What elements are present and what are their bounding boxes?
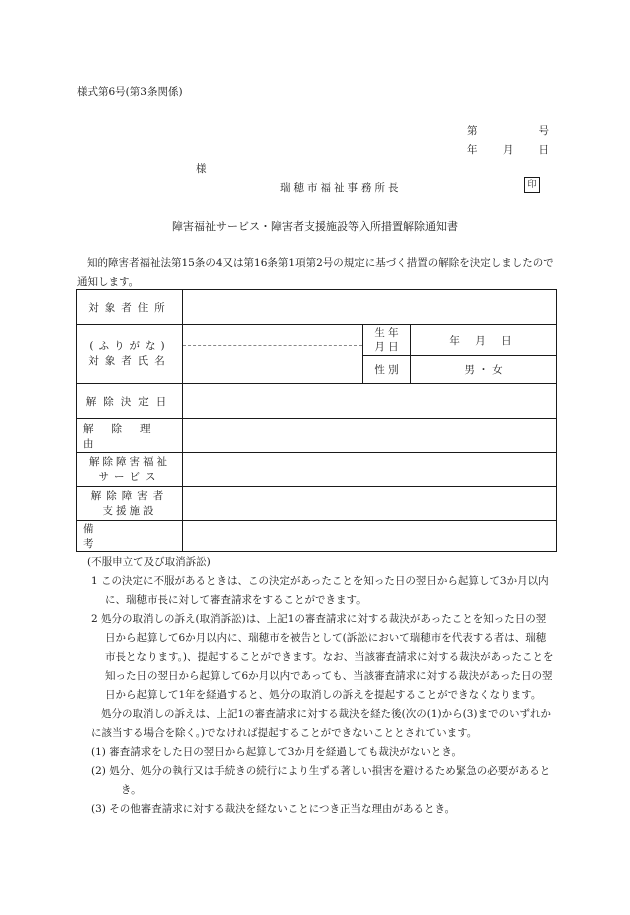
note-item-2: 2 処分の取消しの訴え(取消訴訟)は、上記1の審査請求に対する裁決があったことを知った日の翌日から起算して6か月以内に、瑞穂市を被告として(訴訟において瑞穂市を代表する者は、瑞穂市長となります。)、提起することができます。なお、当該審査請求に対する裁決があったことを知った日の翌日から起算して6か月以内であっても、当該審査請求に対する裁決があった日の翌日から起算して1年を経過すると、処分の取消しの訴えを提起することができなくなります。: [91, 613, 554, 701]
name-row-top: [77, 325, 557, 356]
reason-row: [77, 419, 557, 453]
birth-label-cell: [363, 325, 411, 356]
seal-mark: 印: [524, 177, 540, 193]
service-value: [183, 453, 557, 487]
sex-value: 男 ・ 女: [411, 356, 557, 384]
number-prefix: 第: [467, 125, 478, 137]
release-date-row: [77, 384, 557, 419]
release-date-label: 解除決定日: [85, 395, 174, 408]
date-month: 月: [503, 144, 514, 156]
reason-label-cell: [77, 419, 183, 453]
reason-value: [183, 419, 557, 453]
service-label-cell: [77, 453, 183, 487]
facility-label-1: 解除障害者: [90, 489, 169, 502]
remarks-value: [183, 521, 557, 552]
form-number: 様式第6号(第3条関係): [77, 86, 183, 98]
name-value-cell: [183, 325, 363, 384]
service-label-1: 解除障害福祉: [89, 455, 170, 468]
addressee-suffix: 様: [196, 163, 207, 175]
address-label-cell: [77, 290, 183, 325]
note-item-1: 1 この決定に不服があるときは、この決定があったことを知った日の翌日から起算して3か月以内に、瑞穂市長に対して審査請求をすることができます。: [91, 575, 549, 606]
intro-text: 知的障害者福祉法第15条の4又は第16条第1項第2号の規定に基づく措置の解除を決定しましたので通知します。: [77, 257, 554, 288]
birth-label-2: 月 日: [374, 341, 399, 353]
date-day: 日: [538, 144, 549, 156]
birth-value: 年 月 日: [411, 325, 557, 356]
remarks-row: [77, 521, 557, 552]
address-label: 対象者住所: [88, 301, 171, 314]
facility-label-2: 支援施設: [102, 504, 157, 517]
furigana-label: (ふりがな): [89, 340, 170, 352]
note-item-2b: 処分の取消しの訴えは、上記1の審査請求に対する裁決を経た後(次の(1)から(3)までのいずれかに該当する場合を除く。)でなければ提起することができないこととされています。: [91, 708, 552, 739]
notes-heading: (不服申立て及び取消訴訟): [87, 556, 211, 568]
notice-table: [76, 289, 557, 552]
name-label: 対象者氏名: [88, 355, 171, 367]
service-label-2: サービス: [98, 470, 161, 483]
service-row: [77, 453, 557, 487]
note-sub-3: (3) その他審査請求に対する裁決を経ないことにつき正当な理由があるとき。: [91, 803, 456, 815]
release-date-label-cell: [77, 384, 183, 419]
number-suffix: 号: [538, 125, 549, 137]
address-row: [77, 290, 557, 325]
facility-value: [183, 487, 557, 521]
remarks-label: 備考: [83, 523, 154, 550]
document-title: 障害福祉サービス・障害者支援施設等入所措置解除通知書: [172, 220, 458, 233]
remarks-label-cell: [77, 521, 183, 552]
birth-label-1: 生 年: [374, 327, 399, 339]
appeal-notes: [77, 553, 555, 819]
name-label-cell: [77, 325, 183, 384]
address-value-cell: [183, 290, 557, 325]
note-sub-1: (1) 審査請求をした日の翌日から起算して3か月を経過しても裁決がないとき。: [91, 746, 462, 758]
date-year: 年: [467, 144, 478, 156]
sender-name: 瑞穂市福祉事務所長: [280, 182, 402, 194]
reason-label: 解除理由: [83, 422, 169, 450]
sex-label: 性 別: [363, 356, 411, 384]
note-sub-2: (2) 処分、処分の執行又は手続きの続行により生ずる著しい損害を避けるため緊急の必要があるとき。: [91, 765, 551, 796]
facility-label-cell: [77, 487, 183, 521]
furigana-divider: [183, 345, 362, 346]
release-date-value: [183, 384, 557, 419]
facility-row: [77, 487, 557, 521]
